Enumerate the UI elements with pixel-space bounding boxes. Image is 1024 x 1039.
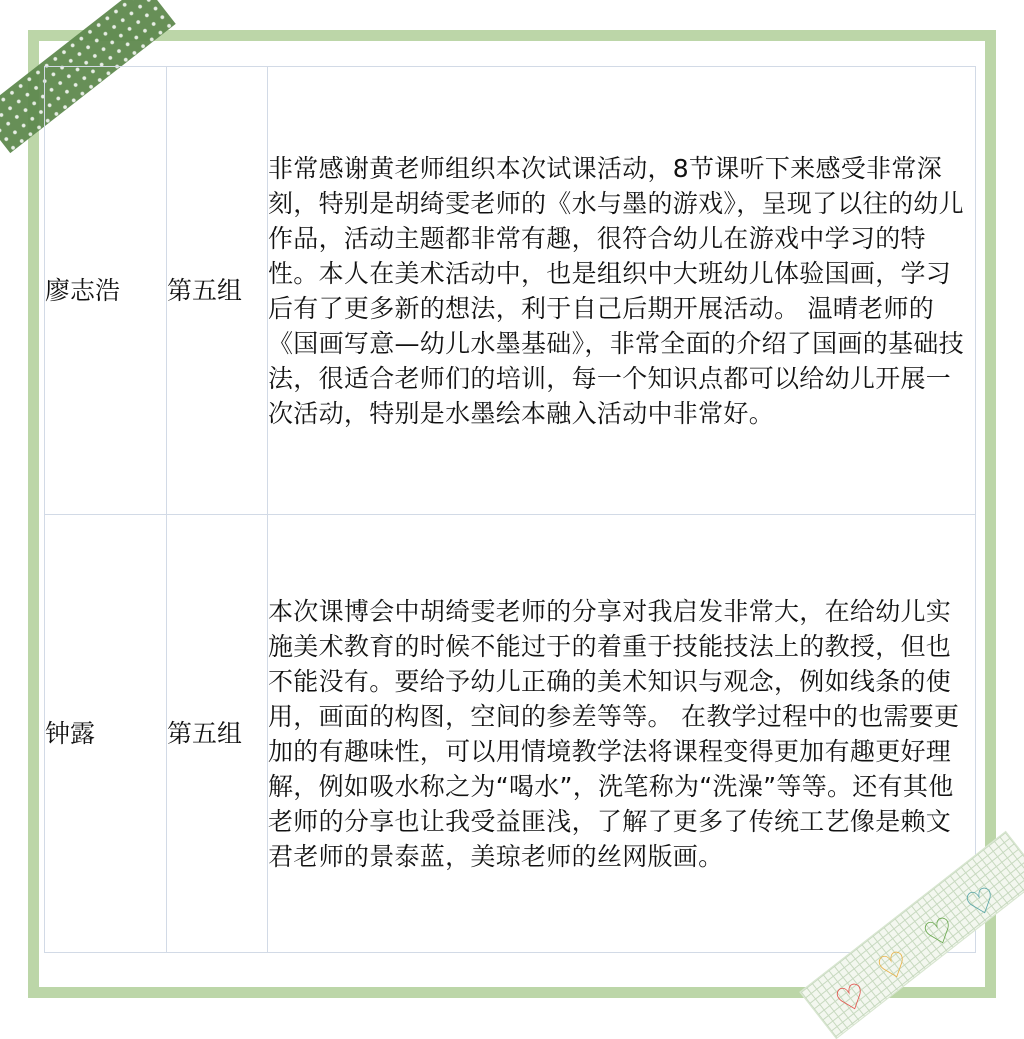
table-row xyxy=(45,67,976,515)
heart-icon: ♡ xyxy=(918,908,961,958)
table-row xyxy=(45,515,976,953)
group-name: 第五组 xyxy=(167,67,268,515)
comment-text: 本次课博会中胡绮雯老师的分享对我启发非常大，在给幼儿实施美术教育的时候不能过于的着重于技能技法上的教授，但也不能没有。要给予幼儿正确的美术知识与观念，例如线条的使用，画面的构图，空间的参差等等。 在教学过程中的也需要更加的有趣味性，可以用情境教学法将课程变得更加有趣更好理解，例如吸水称之为“喝水”，洗笔称为“洗澡”等等。还有其他老师的分享也让我受益匪浅，了解了更多了传统工艺像是赖文君老师的景泰蓝，美琼老师的丝网版画。 xyxy=(268,515,976,953)
feedback-table xyxy=(44,66,976,958)
teacher-name: 廖志浩 xyxy=(45,67,167,515)
teacher-name: 钟露 xyxy=(45,515,167,953)
heart-icon: ♡ xyxy=(872,942,915,992)
heart-icon: ♡ xyxy=(960,878,1003,928)
heart-icon: ♡ xyxy=(830,974,873,1024)
comment-text: 非常感谢黄老师组织本次试课活动，8节课听下来感受非常深刻，特别是胡绮雯老师的《水与墨的游戏》，呈现了以往的幼儿作品，活动主题都非常有趣，很符合幼儿在游戏中学习的特性。本人在美术活动中，也是组织中大班幼儿体验国画，学习后有了更多新的想法，利于自己后期开展活动。 温晴老师的《国画写意—幼儿水墨基础》，非常全面的介绍了国画的基础技法，很适合老师们的培训，每一个知识点都可以给幼儿开展一次活动，特别是水墨绘本融入活动中非常好。 xyxy=(268,67,976,515)
group-name: 第五组 xyxy=(167,515,268,953)
